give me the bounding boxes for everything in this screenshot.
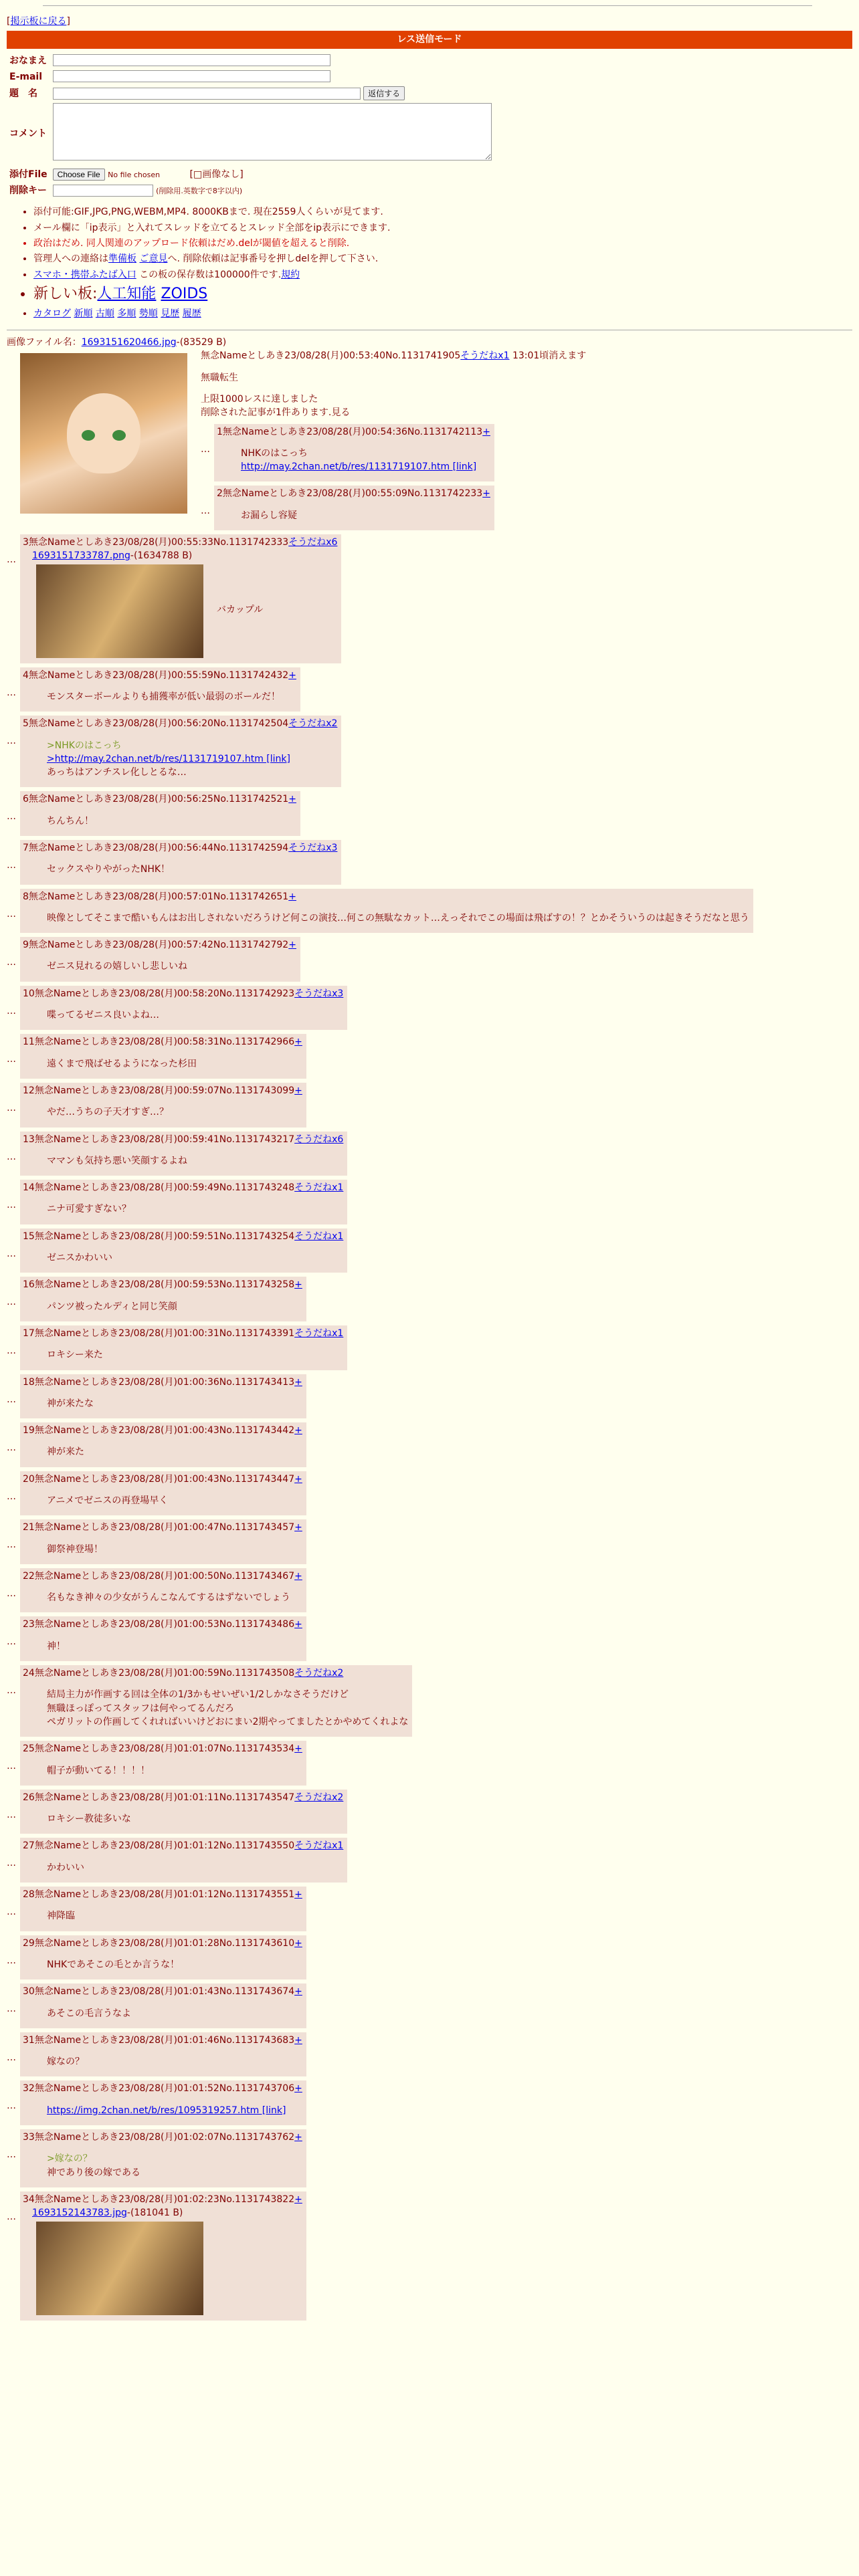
reply-body xyxy=(47,863,337,876)
reply-body xyxy=(47,739,337,780)
reply xyxy=(7,1568,852,1613)
reply-header: 9無念Nameとしあき23/08/28(月)00:57:42No.1131742792+ xyxy=(23,940,296,951)
reply xyxy=(7,2129,852,2187)
subject-label: 題 名 xyxy=(7,85,50,102)
reply-text: 嫁なの？ xyxy=(47,2056,84,2068)
reply xyxy=(7,2032,852,2077)
sodane-button[interactable]: + xyxy=(482,488,490,500)
reply xyxy=(7,1838,852,1883)
reply xyxy=(7,1132,852,1176)
name-input[interactable] xyxy=(53,54,330,66)
delkey-note: (削除用.英数字で8字以内) xyxy=(156,187,243,196)
reply-marker: … xyxy=(7,1491,16,1502)
reply-text: あっちはアンチスレ化しとるな… xyxy=(47,767,187,778)
reply-thumbnail[interactable] xyxy=(36,2222,203,2315)
history-link[interactable]: 履歴 xyxy=(182,308,201,319)
reply-text: 神が来たな xyxy=(47,1398,94,1409)
sodane-button[interactable]: + xyxy=(294,1986,302,1998)
reply-box xyxy=(20,986,347,1031)
reply-header: 8無念Nameとしあき23/08/28(月)00:57:01No.1131742651+ xyxy=(23,891,296,902)
reply-text: NHKのはこっち xyxy=(241,447,308,459)
reply-text: 神！ xyxy=(47,1640,66,1652)
reply-header: 13無念Nameとしあき23/08/28(月)00:59:41No.1131743217そうだねx6 xyxy=(23,1134,344,1145)
reply-marker: … xyxy=(7,1297,16,1308)
reply-marker: … xyxy=(7,1442,16,1454)
reply-header: 24無念Nameとしあき23/08/28(月)01:00:59No.1131743508そうだねx2 xyxy=(23,1668,344,1679)
submit-button[interactable]: 返信する xyxy=(363,86,405,100)
reply-box xyxy=(20,1790,347,1834)
reply-text: 帽子が動いてる！！！！ xyxy=(47,1765,150,1776)
reply-body xyxy=(47,1251,343,1265)
reply-body xyxy=(47,1202,343,1216)
reply-body xyxy=(47,1105,302,1119)
reply-header: 34無念Nameとしあき23/08/28(月)01:02:23No.1131743822+ xyxy=(23,2193,302,2205)
reply-box xyxy=(20,667,300,712)
delkey-input[interactable] xyxy=(53,185,153,197)
reply-box xyxy=(20,1325,347,1370)
reply-marker: … xyxy=(7,1539,16,1551)
reply-header: 25無念Nameとしあき23/08/28(月)01:01:07No.1131743534+ xyxy=(23,1743,302,1755)
reply-text: ロキシー教徒多いな xyxy=(47,1814,131,1825)
reply-body xyxy=(47,1543,302,1556)
sodane-button[interactable]: + xyxy=(294,1376,302,1388)
reply xyxy=(7,1228,852,1273)
reply xyxy=(7,1616,852,1661)
reply-text: 映像としてそこまで酷いもんはお出しされないだろうけど何この演技…何この無駄なカット…えっそれでこの場面は飛ばすの！？とかそういうのは起きそうだなと思う xyxy=(47,912,749,924)
reply-header: 32無念Nameとしあき23/08/28(月)01:01:52No.1131743706+ xyxy=(23,2083,302,2095)
reply-text: お漏らし容疑 xyxy=(241,510,297,521)
sodane-button[interactable]: + xyxy=(294,1889,302,1901)
reply-marker: … xyxy=(7,1588,16,1599)
reply-box xyxy=(20,1983,306,2028)
reply-box xyxy=(20,2032,306,2077)
sodane-button[interactable]: そうだねx1 xyxy=(294,1840,344,1852)
reply-body xyxy=(47,690,296,704)
reply-body xyxy=(47,1348,343,1362)
catalog-nav xyxy=(33,307,852,320)
reply-header: 22無念Nameとしあき23/08/28(月)01:00:50No.1131743467+ xyxy=(23,1570,302,1582)
sodane-button[interactable]: + xyxy=(294,1570,302,1582)
reply-body xyxy=(47,1812,343,1826)
reply-box xyxy=(20,791,300,836)
reply xyxy=(7,1422,852,1467)
reply-text: 無職ほっぽってスタッフは何やってるんだろ xyxy=(47,1703,234,1714)
sort-many-link[interactable]: 多順 xyxy=(117,308,136,319)
mobile-link[interactable]: スマホ・携帯ふたば入口 xyxy=(33,269,136,280)
name-label: おなまえ xyxy=(7,53,50,69)
reply-text: バカップル xyxy=(217,605,264,616)
reply-header: 14無念Nameとしあき23/08/28(月)00:59:49No.1131743248そうだねx1 xyxy=(23,1182,344,1194)
reply-box xyxy=(20,1616,306,1661)
op-body: 無職転生 上限1000レスに達しました 削除された記事が1件あります.見る xyxy=(201,372,351,419)
reply-text: ゼニス見れるの嬉しいし悲しいね xyxy=(47,961,187,972)
reply-marker: … xyxy=(7,1248,16,1259)
reply-text: 結局主力が作画する回は全体の1/3かもせいぜい1/2しかなさそうだけど xyxy=(47,1689,349,1701)
reply-text: あそこの毛言うなよ xyxy=(47,2008,131,2019)
reply-header: 2無念Nameとしあき23/08/28(月)00:55:09No.1131742233+ xyxy=(217,488,490,500)
reply-text: ゼニスかわいい xyxy=(47,1253,112,1264)
choose-file-button[interactable]: Choose File xyxy=(53,169,105,181)
reply xyxy=(7,1180,852,1224)
delkey-label: 削除キー xyxy=(7,183,50,199)
sodane-button[interactable]: そうだねx3 xyxy=(294,988,344,999)
reply xyxy=(7,1034,852,1079)
reply-header: 10無念Nameとしあき23/08/28(月)00:58:20No.1131742923そうだねx3 xyxy=(23,988,344,999)
reply-box xyxy=(20,1887,306,1931)
reply-box xyxy=(20,1083,306,1128)
reply-marker: … xyxy=(7,1636,16,1648)
reply xyxy=(7,534,852,663)
sodane-button[interactable]: + xyxy=(294,1473,302,1485)
reply-marker: … xyxy=(7,2211,16,2222)
reply xyxy=(7,1935,852,1980)
sodane-button[interactable]: + xyxy=(294,1037,302,1048)
comment-label: コメント xyxy=(7,102,50,166)
view-history-link[interactable]: 見歴 xyxy=(161,308,180,319)
reply-link[interactable]: >http://may.2chan.net/b/res/1131719107.htm [link] xyxy=(47,753,290,764)
reply xyxy=(7,1325,852,1370)
reply-marker: … xyxy=(7,1761,16,1772)
reply-link[interactable]: https://img.2chan.net/b/res/1095319257.htm [link] xyxy=(47,2105,286,2116)
reply-box xyxy=(20,1471,306,1516)
back-to-board-link[interactable]: 掲示板に戻る xyxy=(10,16,67,27)
sodane-button[interactable]: + xyxy=(294,1937,302,1949)
sodane-button[interactable]: + xyxy=(294,1743,302,1755)
reply xyxy=(7,2080,852,2125)
notice-list xyxy=(20,205,852,320)
sodane-button[interactable]: そうだねx2 xyxy=(294,1792,344,1803)
reply-text: >嫁なの？ xyxy=(47,2153,92,2165)
reply-header: 30無念Nameとしあき23/08/28(月)01:01:43No.1131743674+ xyxy=(23,1986,302,1998)
email-input[interactable] xyxy=(53,70,330,82)
reply xyxy=(7,1519,852,1564)
reply-text: 御祭神登場！ xyxy=(47,1543,103,1555)
reply-text: ちんちん！ xyxy=(47,815,94,827)
reply xyxy=(7,1983,852,2028)
reply-box xyxy=(20,937,300,982)
reply xyxy=(7,1471,852,1516)
sodane-button[interactable]: + xyxy=(294,1085,302,1096)
reply-marker: … xyxy=(7,1005,16,1016)
file-status: No file chosen xyxy=(108,170,161,179)
reply-marker: … xyxy=(7,1102,16,1113)
reply-file-link[interactable]: 1693152143783.jpg xyxy=(32,2208,127,2219)
back-nav: [掲示板に戻る] xyxy=(7,16,70,27)
reply-marker: … xyxy=(7,1955,16,1966)
op-image[interactable] xyxy=(20,353,187,514)
mode-banner: レス送信モード xyxy=(7,31,852,48)
subject-input[interactable] xyxy=(53,88,361,100)
reply xyxy=(201,424,852,482)
reply-body xyxy=(47,1300,302,1313)
reply-header: 16無念Nameとしあき23/08/28(月)00:59:53No.1131743258+ xyxy=(23,1279,302,1291)
zoids-board-link[interactable]: ZOIDS xyxy=(161,285,208,302)
reply-text: パンツ被ったルディと同じ笑顔 xyxy=(47,1301,177,1312)
reply-text: アニメでゼニスの再登場早く xyxy=(47,1495,169,1506)
reply xyxy=(7,1741,852,1786)
reply-marker: … xyxy=(7,1345,16,1356)
feedback-link[interactable]: ご意見 xyxy=(139,253,168,265)
sodane-button[interactable]: + xyxy=(288,794,296,805)
sodane-button[interactable]: + xyxy=(288,940,296,951)
sodane-button[interactable]: + xyxy=(294,2193,302,2205)
reply-body xyxy=(47,1688,408,1729)
thread-op xyxy=(7,336,852,419)
reply-header: 15無念Nameとしあき23/08/28(月)00:59:51No.1131743254そうだねx1 xyxy=(23,1230,344,1242)
reply-box xyxy=(20,1741,306,1786)
reply-marker: … xyxy=(7,2004,16,2015)
reply-box xyxy=(20,1935,306,1980)
reply-text: かわいい xyxy=(47,1862,84,1873)
reply-text: ロキシー来た xyxy=(47,1350,103,1361)
sort-old-link[interactable]: 古順 xyxy=(95,308,114,319)
reply-marker: … xyxy=(7,1394,16,1405)
reply-header: 29無念Nameとしあき23/08/28(月)01:01:28No.1131743610+ xyxy=(23,1937,302,1949)
reply-body xyxy=(47,1591,302,1604)
reply xyxy=(7,667,852,712)
reply xyxy=(7,986,852,1031)
reply xyxy=(201,486,852,530)
reply-body xyxy=(47,1958,302,1971)
sodane-button[interactable]: そうだねx1 xyxy=(294,1230,344,1242)
reply-marker: … xyxy=(7,1907,16,1918)
reply-text: 名もなき神々の少女がうんこなんてするはずないでしょう xyxy=(47,1592,290,1604)
notice-item: • メール欄に「ip表示」と入れてスレッドを立てるとスレッド全部をip表示にできます. xyxy=(33,221,852,235)
sodane-button[interactable]: そうだねx1 xyxy=(294,1182,344,1194)
reply-box xyxy=(20,1277,306,1321)
reply-body xyxy=(47,1008,343,1022)
reply xyxy=(7,791,852,836)
reply-text: 神降臨 xyxy=(47,1911,75,1922)
sodane-button[interactable]: + xyxy=(294,1619,302,1630)
reply-marker: … xyxy=(7,1809,16,1820)
reply-box xyxy=(20,2191,306,2321)
reply-box xyxy=(20,1180,347,1224)
notice-item: • 管理人への連絡は準備板 ご意見へ. 削除依頼は記事番号を押しdelを押して下さい. xyxy=(33,252,852,265)
reply-box xyxy=(20,889,753,934)
reply-text: 喋ってるゼニス良いよね… xyxy=(47,1010,159,1021)
reply-marker: … xyxy=(7,908,16,920)
reply-header: 3無念Nameとしあき23/08/28(月)00:55:33No.1131742333そうだねx6 xyxy=(23,537,338,548)
reply xyxy=(7,1665,852,1737)
reply-box xyxy=(20,1228,347,1273)
reply-header: 1無念Nameとしあき23/08/28(月)00:54:36No.1131742113+ xyxy=(217,426,490,437)
top-divider xyxy=(7,0,852,15)
reply-header: 23無念Nameとしあき23/08/28(月)01:00:53No.1131743486+ xyxy=(23,1619,302,1630)
sort-momentum-link[interactable]: 勢順 xyxy=(138,308,158,319)
reply-box xyxy=(20,534,341,663)
reply-header: 4無念Nameとしあき23/08/28(月)00:55:59No.1131742432+ xyxy=(23,669,296,681)
post-form xyxy=(7,53,494,199)
notice-item: • スマホ・携帯ふたば入口 この板の保存数は100000件です.規約 xyxy=(33,268,852,282)
reply xyxy=(7,840,852,885)
reply-box xyxy=(20,1034,306,1079)
reply xyxy=(7,889,852,934)
rules-link[interactable]: 規約 xyxy=(281,269,300,280)
reply-list xyxy=(7,424,852,2321)
reply xyxy=(7,1790,852,1834)
reply-marker: … xyxy=(7,1685,16,1697)
reply xyxy=(7,1277,852,1321)
reply-marker: … xyxy=(7,811,16,823)
reply-thumbnail[interactable] xyxy=(36,564,203,658)
sodane-button[interactable]: + xyxy=(482,426,490,437)
reply-box xyxy=(20,1665,412,1737)
reply-body xyxy=(47,1909,302,1923)
reply-text: ママンも気持ち悪い笑顔するよね xyxy=(47,1155,187,1166)
reply-marker: … xyxy=(7,736,16,747)
op-file-link[interactable]: 1693151620466.jpg xyxy=(81,337,177,348)
sodane-button[interactable]: そうだねx1 xyxy=(460,350,510,362)
reply-header: 19無念Nameとしあき23/08/28(月)01:00:43No.1131743442+ xyxy=(23,1425,302,1436)
reply-box xyxy=(20,840,341,885)
sodane-button[interactable]: そうだねx6 xyxy=(288,537,338,548)
prep-board-link[interactable]: 準備板 xyxy=(108,253,136,265)
new-board-item: • 新しい板:人工知能 ZOIDS xyxy=(33,284,852,305)
reply-file-info: 1693151733787.png-(1634788 B) xyxy=(32,550,193,562)
reply-header: 33無念Nameとしあき23/08/28(月)01:02:07No.1131743762+ xyxy=(23,2132,302,2143)
reply-marker: … xyxy=(7,1200,16,1211)
reply xyxy=(7,2191,852,2321)
reply xyxy=(7,1083,852,1128)
reply-body xyxy=(47,2104,302,2117)
reply-header: 31無念Nameとしあき23/08/28(月)01:01:46No.1131743683+ xyxy=(23,2034,302,2046)
reply-header: 12無念Nameとしあき23/08/28(月)00:59:07No.1131743099+ xyxy=(23,1085,302,1096)
reply-body xyxy=(47,2152,302,2179)
sodane-button[interactable]: + xyxy=(294,1522,302,1533)
reply-header: 5無念Nameとしあき23/08/28(月)00:56:20No.1131742504そうだねx2 xyxy=(23,718,338,730)
reply-text: セックスやりやがったNHK！ xyxy=(47,864,171,875)
reply-header: 18無念Nameとしあき23/08/28(月)01:00:36No.1131743413+ xyxy=(23,1376,302,1388)
reply-body xyxy=(47,960,296,973)
reply-body xyxy=(241,509,490,522)
reply-body xyxy=(47,1764,302,1778)
reply-text: 神が来た xyxy=(47,1446,84,1458)
reply-marker: … xyxy=(7,2149,16,2161)
reply-box xyxy=(20,2080,306,2125)
catalog-link[interactable]: カタログ xyxy=(33,308,71,319)
sodane-button[interactable]: + xyxy=(294,1279,302,1291)
reply-body xyxy=(47,1154,343,1168)
ai-board-link[interactable]: 人工知能 xyxy=(97,285,157,302)
reply-box xyxy=(20,1422,306,1467)
reply xyxy=(7,1887,852,1931)
reply-marker: … xyxy=(7,687,16,698)
reply-marker: … xyxy=(7,859,16,871)
reply-header: 20無念Nameとしあき23/08/28(月)01:00:43No.1131743447+ xyxy=(23,1473,302,1485)
reply-text: モンスターボールよりも捕獲率が低い最弱のボールだ！ xyxy=(47,691,281,702)
reply-header: 21無念Nameとしあき23/08/28(月)01:00:47No.1131743457+ xyxy=(23,1522,302,1533)
reply-body xyxy=(47,1057,302,1071)
reply-header: 7無念Nameとしあき23/08/28(月)00:56:44No.1131742594そうだねx3 xyxy=(23,842,338,853)
reply-body xyxy=(241,447,490,474)
sodane-button[interactable]: + xyxy=(294,2034,302,2046)
reply-box xyxy=(20,1568,306,1613)
op-file-info: 画像ファイル名：1693151620466.jpg-(83529 B) xyxy=(7,337,227,348)
reply-header: 17無念Nameとしあき23/08/28(月)01:00:31No.1131743391そうだねx1 xyxy=(23,1327,344,1339)
reply-box xyxy=(20,2129,306,2187)
reply-file-link[interactable]: 1693151733787.png xyxy=(32,550,130,562)
reply-marker: … xyxy=(7,1151,16,1162)
reply-marker: … xyxy=(7,2052,16,2063)
reply-marker: … xyxy=(7,554,16,566)
reply-marker: … xyxy=(7,2101,16,2112)
email-label: E-mail xyxy=(7,69,50,85)
reply-marker: … xyxy=(7,1054,16,1065)
reply-text: >NHKのはこっち xyxy=(47,740,122,751)
reply-header: 6無念Nameとしあき23/08/28(月)00:56:25No.1131742521+ xyxy=(23,794,296,805)
op-header: 無念Nameとしあき23/08/28(月)00:53:40No.1131741905そうだねx1 13:01頃消えます xyxy=(201,350,587,362)
no-image-checkbox[interactable]: [□画像なし] xyxy=(189,169,244,180)
sodane-button[interactable]: そうだねx2 xyxy=(288,718,338,730)
sodane-button[interactable]: + xyxy=(294,2083,302,2095)
reply-header: 28無念Nameとしあき23/08/28(月)01:01:12No.1131743551+ xyxy=(23,1889,302,1901)
reply-marker: … xyxy=(7,957,16,968)
reply-body xyxy=(47,815,296,828)
reply-text: 遠くまで飛ばせるようになった杉田 xyxy=(47,1058,197,1069)
sodane-button[interactable]: そうだねx2 xyxy=(294,1668,344,1679)
reply-box xyxy=(214,486,494,530)
reply-text: 神であり後の嫁である xyxy=(47,2167,140,2178)
sodane-button[interactable]: + xyxy=(288,669,296,681)
sodane-button[interactable]: そうだねx3 xyxy=(288,842,338,853)
reply-body xyxy=(47,1494,302,1507)
reply-box xyxy=(20,1374,306,1419)
reply-header: 26無念Nameとしあき23/08/28(月)01:01:11No.1131743547そうだねx2 xyxy=(23,1792,344,1803)
sort-new-link[interactable]: 新順 xyxy=(74,308,93,319)
reply-text: ペガリットの作画してくれればいいけどおにまい2期やってましたとかやめてくれよな xyxy=(47,1716,409,1727)
notice-item: • 政治はだめ. 同人関連のアップロード依頼はだめ.delが閾値を超えると削除. xyxy=(33,237,852,250)
reply-body xyxy=(47,2007,302,2020)
file-label: 添付File xyxy=(7,167,50,183)
sodane-button[interactable]: そうだねx1 xyxy=(294,1327,344,1339)
reply-body xyxy=(47,911,749,925)
reply-header: 27無念Nameとしあき23/08/28(月)01:01:12No.1131743550そうだねx1 xyxy=(23,1840,344,1852)
reply-body xyxy=(47,1640,302,1653)
reply-box xyxy=(20,1132,347,1176)
reply xyxy=(7,1374,852,1419)
reply-marker: … xyxy=(7,1858,16,1869)
reply-body xyxy=(47,1445,302,1459)
reply-body xyxy=(47,1397,302,1410)
sodane-button[interactable]: そうだねx6 xyxy=(294,1134,344,1145)
reply-box xyxy=(214,424,494,482)
sodane-button[interactable]: + xyxy=(294,2132,302,2143)
reply-body xyxy=(47,2055,302,2068)
reply-text: ニナ可愛すぎない？ xyxy=(47,1204,131,1215)
reply xyxy=(7,716,852,787)
reply xyxy=(7,937,852,982)
reply-marker: … xyxy=(201,443,210,455)
reply-box xyxy=(20,1519,306,1564)
reply-marker: … xyxy=(201,506,210,517)
reply-link[interactable]: http://may.2chan.net/b/res/1131719107.htm [link] xyxy=(241,461,477,473)
sodane-button[interactable]: + xyxy=(294,1425,302,1436)
reply-text: やだ…うちの子天才すぎ…？ xyxy=(47,1107,169,1118)
reply-body xyxy=(47,1861,343,1874)
reply-text: NHKであそこの毛とか言うな！ xyxy=(47,1959,180,1970)
notice-item: • 添付可能:GIF,JPG,PNG,WEBM,MP4. 8000KBまで. 現在2559人くらいが見てます. xyxy=(33,205,852,219)
reply-box xyxy=(20,1838,347,1883)
reply-file-info: 1693152143783.jpg-(181041 B) xyxy=(32,2208,183,2219)
sodane-button[interactable]: + xyxy=(288,891,296,902)
comment-textarea[interactable] xyxy=(53,103,492,160)
reply-header: 11無念Nameとしあき23/08/28(月)00:58:31No.1131742966+ xyxy=(23,1037,302,1048)
reply-box xyxy=(20,716,341,787)
